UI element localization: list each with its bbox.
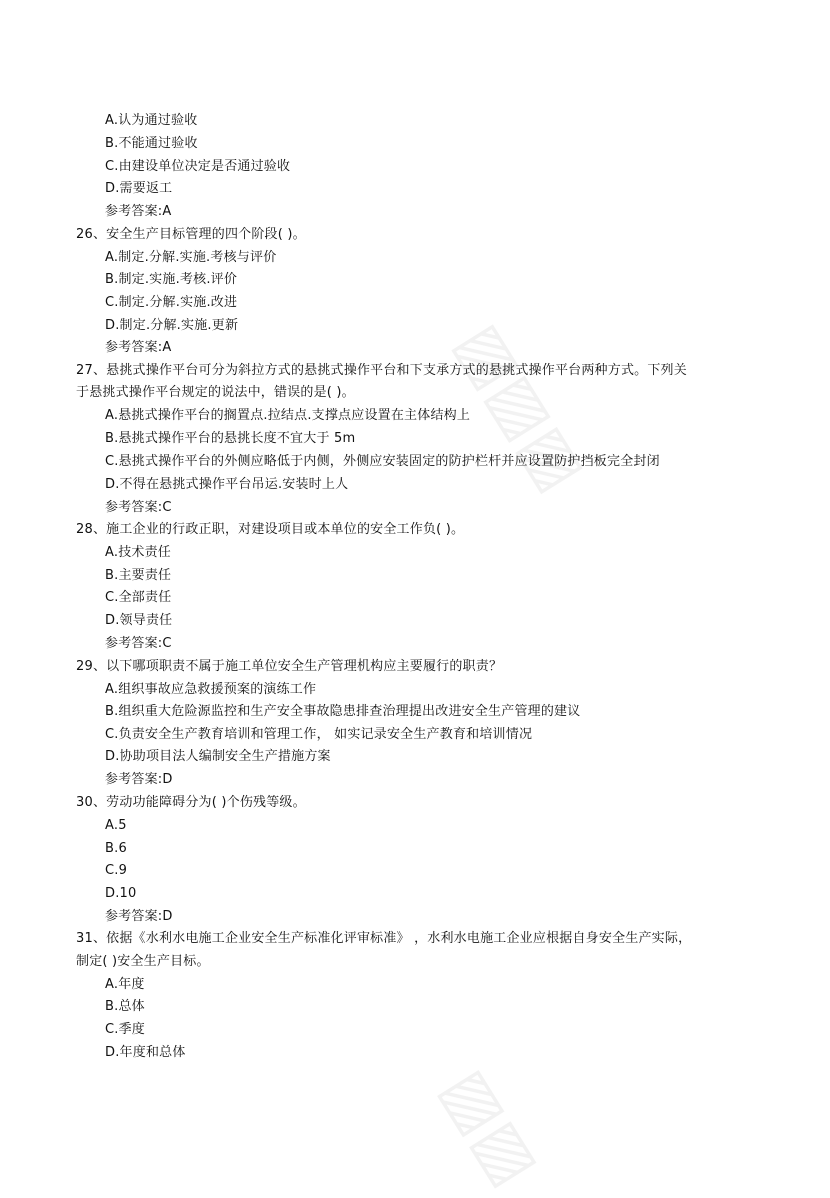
reference-answer: 参考答案:C <box>105 636 172 651</box>
question-text: 31、依据《水利水电施工企业安全生产标准化评审标准》 ，水利水电施工企业应根据自身安全生产实际， <box>76 931 692 946</box>
answer-option: C.悬挑式操作平台的外侧应略低于内侧，外侧应安装固定的防护栏杆并应设置防护挡板完全封闭 <box>105 454 660 469</box>
watermark: ▨▨▨ <box>441 310 601 504</box>
question-text: 28、施工企业的行政正职，对建设项目或本单位的安全工作负( )。 <box>76 522 465 537</box>
answer-option: D.不得在悬挑式操作平台吊运.安装时上人 <box>105 477 349 492</box>
answer-option: D.协助项目法人编制安全生产措施方案 <box>105 749 331 764</box>
answer-option: B.主要责任 <box>105 568 172 583</box>
answer-option: D.年度和总体 <box>105 1045 186 1060</box>
answer-option: D.领导责任 <box>105 613 173 628</box>
question-text: 26、安全生产目标管理的四个阶段( )。 <box>76 227 306 242</box>
answer-option: A.制定.分解.实施.考核与评价 <box>105 250 277 265</box>
answer-option: D.10 <box>105 886 137 901</box>
answer-option: C.负责安全生产教育培训和管理工作， 如实记录安全生产教育和培训情况 <box>105 727 533 742</box>
question-text: 27、悬挑式操作平台可分为斜拉方式的悬挑式操作平台和下支承方式的悬挑式操作平台两种方式。下列关 <box>76 363 687 378</box>
answer-option: D.需要返工 <box>105 181 173 196</box>
answer-option: C.全部责任 <box>105 590 172 605</box>
answer-option: A.技术责任 <box>105 545 171 560</box>
answer-option: D.制定.分解.实施.更新 <box>105 318 239 333</box>
answer-option: A.5 <box>105 818 127 833</box>
reference-answer: 参考答案:A <box>105 204 172 219</box>
answer-option: C.季度 <box>105 1022 146 1037</box>
answer-option: B.不能通过验收 <box>105 136 198 151</box>
answer-option: B.总体 <box>105 999 145 1014</box>
reference-answer: 参考答案:D <box>105 909 173 924</box>
answer-option: A.年度 <box>105 977 145 992</box>
answer-option: B.制定.实施.考核.评价 <box>105 272 238 287</box>
answer-option: B.组织重大危险源监控和生产安全事故隐患排查治理提出改进安全生产管理的建议 <box>105 704 581 719</box>
answer-option: C.9 <box>105 863 128 878</box>
answer-option: B.悬挑式操作平台的悬挑长度不宜大于 5m <box>105 431 356 446</box>
reference-answer: 参考答案:D <box>105 772 173 787</box>
answer-option: A.组织事故应急救援预案的演练工作 <box>105 682 317 697</box>
reference-answer: 参考答案:C <box>105 500 172 515</box>
answer-option: C.制定.分解.实施.改进 <box>105 295 238 310</box>
answer-option: C.由建设单位决定是否通过验收 <box>105 159 291 174</box>
question-text: 30、劳动功能障碍分为( )个伤残等级。 <box>76 795 306 810</box>
answer-option: A.认为通过验收 <box>105 113 198 128</box>
reference-answer: 参考答案:A <box>105 340 172 355</box>
question-text: 29、以下哪项职责不属于施工单位安全生产管理机构应主要履行的职责？ <box>76 659 503 674</box>
answer-option: A.悬挑式操作平台的搁置点.拉结点.支撑点应设置在主体结构上 <box>105 408 471 423</box>
answer-option: B.6 <box>105 841 127 856</box>
question-text: 于悬挑式操作平台规定的说法中，错误的是( )。 <box>76 385 355 400</box>
watermark: ▨▨ <box>427 1056 554 1198</box>
question-text: 制定( )安全生产目标。 <box>76 954 210 969</box>
